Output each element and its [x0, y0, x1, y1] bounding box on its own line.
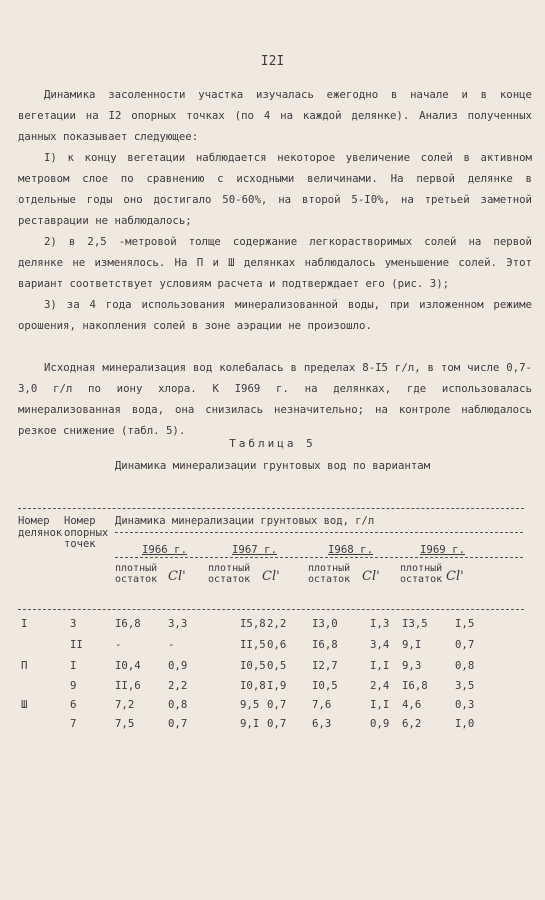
- table-cell-value: I3,5: [402, 617, 428, 630]
- table-cell-value: 6,3: [312, 717, 332, 730]
- year-1969: I969 г.: [420, 543, 466, 556]
- table-cell-value: 4,6: [402, 698, 422, 711]
- paragraph-1: Динамика засоленности участка изучалась ежегодно в начале и в конце вегетации на I2 опорных точках (по 4 на каждой делянке). Анализ полученных данных показывает следующее:: [18, 88, 532, 143]
- table-cell-value: 0,6: [267, 638, 287, 651]
- table-cell-value: 3,5: [455, 679, 475, 692]
- paragraph-2: I) к концу вегетации наблюдается некоторое увеличение солей в активном метровом слое по сравнению с исходными величинами. На первой делянке в отдельные годы оно достигало 50-60%, на второй 5-I0%, на третьей заметной реставрации не наблюдалось;: [18, 151, 532, 227]
- table-cell-value: I,3: [370, 617, 390, 630]
- years-rule: [115, 557, 523, 558]
- table-cell-point: 6: [70, 698, 77, 711]
- table-cell-point: II: [70, 638, 83, 651]
- table-cell-value: II,6: [115, 679, 141, 692]
- year-1967: I967 г.: [232, 543, 278, 556]
- table-cell-value: I,I: [370, 659, 390, 672]
- subheader-chloride-1968: Cl': [362, 569, 380, 584]
- subheader-residue-1969: плотный остаток: [400, 563, 443, 585]
- page-number: I2I: [260, 54, 285, 69]
- table-cell-value: 0,7: [267, 717, 287, 730]
- table-cell-value: I6,8: [312, 638, 338, 651]
- table-cell-value: 0,5: [267, 659, 287, 672]
- table-cell-value: I5,8: [240, 617, 266, 630]
- table-cell-point: 9: [70, 679, 77, 692]
- table-cell-value: I,5: [455, 617, 475, 630]
- subheader-chloride-1967: Cl': [262, 569, 280, 584]
- table-cell-value: 6,2: [402, 717, 422, 730]
- table-cell-value: 9,I: [402, 638, 422, 651]
- table-cell-plot: Ш: [21, 698, 28, 711]
- table-cell-value: II,5: [240, 638, 266, 651]
- table-cell-value: 2,2: [267, 617, 287, 630]
- table-cell-value: 2,2: [168, 679, 188, 692]
- table-cell-value: 7,6: [312, 698, 332, 711]
- table-top-rule: [18, 508, 524, 509]
- table-cell-value: 0,8: [455, 659, 475, 672]
- table-cell-point: I: [70, 659, 77, 672]
- table-title: Динамика минерализации грунтовых вод по вариантам: [114, 459, 431, 472]
- table-cell-value: I6,8: [115, 617, 141, 630]
- table-cell-value: I6,8: [402, 679, 428, 692]
- table-cell-value: 0,3: [455, 698, 475, 711]
- table-cell-value: 9,3: [402, 659, 422, 672]
- year-1966: I966 г.: [142, 543, 188, 556]
- year-1968: I968 г.: [328, 543, 374, 556]
- table-cell-value: 2,4: [370, 679, 390, 692]
- table-cell-value: 9,I: [240, 717, 260, 730]
- table-cell-plot: П: [21, 659, 28, 672]
- table-cell-value: 7,2: [115, 698, 135, 711]
- table-cell-value: 3,4: [370, 638, 390, 651]
- header-bottom-rule: [18, 609, 524, 610]
- table-caption: Таблица 5: [229, 437, 316, 450]
- table-cell-value: I2,7: [312, 659, 338, 672]
- table-cell-value: I,I: [370, 698, 390, 711]
- table-cell-plot: I: [21, 617, 28, 630]
- paragraph-5: Исходная минерализация вод колебалась в пределах 8-I5 г/л, в том числе 0,7-3,0 г/л по иону хлора. К I969 г. на делянках, где использовалась минерализованная вода, она снизилась незначительно; на контроле наблюдалось резкое снижение (табл. 5).: [18, 361, 532, 437]
- subheader-residue-1966: плотный остаток: [115, 563, 158, 585]
- header-plot-number: Номер делянок: [18, 515, 63, 539]
- table-cell-value: I0,5: [240, 659, 266, 672]
- header-point-number: Номер опорных точек: [64, 515, 109, 550]
- table-cell-value: I,0: [455, 717, 475, 730]
- table-cell-value: -: [115, 638, 122, 651]
- subheader-chloride-1969: Cl': [446, 569, 464, 584]
- paragraph-4: 3) за 4 года использования минерализованной воды, при изложенном режиме орошения, накопления солей в зоне аэрации не произошло.: [18, 298, 532, 332]
- header-dynamics: Динамика минерализации грунтовых вод, г/л: [115, 515, 375, 527]
- table-cell-value: 0,7: [455, 638, 475, 651]
- table-cell-value: I,9: [267, 679, 287, 692]
- table-cell-value: I0,8: [240, 679, 266, 692]
- table-cell-value: I3,0: [312, 617, 338, 630]
- table-cell-value: I0,5: [312, 679, 338, 692]
- table-cell-value: I0,4: [115, 659, 141, 672]
- table-cell-value: 3,3: [168, 617, 188, 630]
- table-cell-value: 0,9: [168, 659, 188, 672]
- table-cell-value: 0,7: [267, 698, 287, 711]
- table-cell-value: 9,5: [240, 698, 260, 711]
- header-dynamics-rule: [115, 532, 523, 533]
- table-cell-value: 0,8: [168, 698, 188, 711]
- subheader-chloride-1966: Cl': [168, 569, 186, 584]
- table-cell-point: 7: [70, 717, 77, 730]
- subheader-residue-1967: плотный остаток: [208, 563, 251, 585]
- table-cell-point: 3: [70, 617, 77, 630]
- subheader-residue-1968: плотный остаток: [308, 563, 351, 585]
- table-cell-value: 0,7: [168, 717, 188, 730]
- table-cell-value: -: [168, 638, 175, 651]
- table-cell-value: 0,9: [370, 717, 390, 730]
- paragraph-3: 2) в 2,5 -метровой толще содержание легкорастворимых солей на первой делянке не изменялось. На П и Ш делянках наблюдалось уменьшение солей. Этот вариант соответствует условиям расчета и подтверждает его (рис. 3);: [18, 235, 532, 290]
- table-cell-value: 7,5: [115, 717, 135, 730]
